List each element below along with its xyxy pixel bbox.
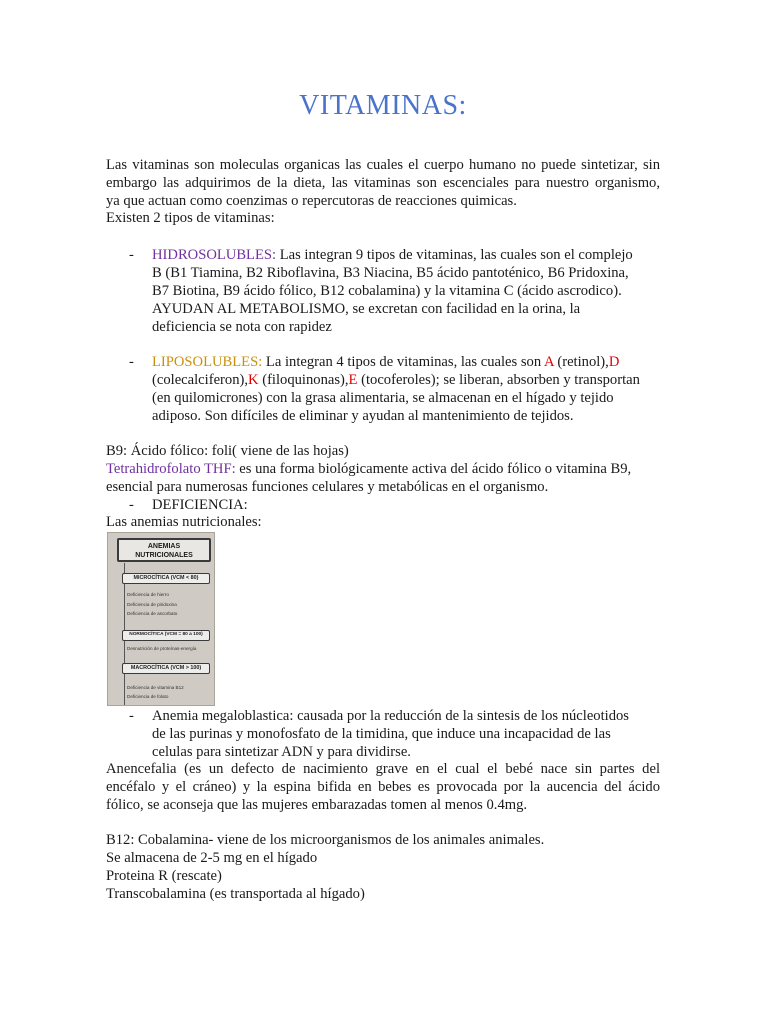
macro-item-1: Deficiencia de vitamina B12 [127,685,184,690]
hidrosolubles-line-1 [152,247,660,265]
intro-line-2: embargo las adquirimos de la dieta, las vitaminas son escenciales para nuestro organismo, [106,175,660,191]
intro-line-3: ya que actuan como coenzimas o repercutoras de reacciones quimicas. [106,193,517,209]
vitamin-k-letter: K [248,372,259,388]
hidrosolubles-line-5: deficiencia se nota con rapidez [152,319,332,335]
megaloblastica-line-3: celulas para sintetizar ADN y para dividirse. [152,744,411,760]
hidrosolubles-line-4: AYUDAN AL METABOLISMO, se excretan con facilidad en la orina, la [152,301,581,317]
b12-line-4: Transcobalamina (es transportada al hígado) [106,886,365,902]
megaloblastica-line-2: de las purinas y monofosfato de la timidina, que induce una incapacidad de las [152,726,611,742]
anencefalia-line-1: Anencefalia (es un defecto de nacimiento grave en el cual el bebé nace sin partes del [106,761,660,777]
liposolubles-line-3: (en quilomicrones) con la grasa alimentaria, se almacenan en el hígado y tejido [152,390,614,406]
thf-label: Tetrahidrofolato THF: [106,461,236,477]
vitamin-e-letter: E [348,372,358,388]
deficiencia-label: DEFICIENCIA: [152,497,248,513]
b12-line-1: B12: Cobalamina- viene de los microorganismos de los animales animales. [106,832,545,848]
thf-line-2: esencial para numerosas funciones celulares y metabólicas en el organismo. [106,479,549,495]
b12-line-2: Se almacena de 2-5 mg en el hígado [106,850,318,866]
liposolubles-text-2: (retinol), [553,354,609,370]
hidrosolubles-text: Las integran 9 tipos de vitaminas, las cuales son el complejo [276,247,633,263]
figure-header-line-2: NUTRICIONALES [135,552,193,559]
bullet-marker: - [129,497,134,513]
types-line: Existen 2 tipos de vitaminas: [106,210,275,226]
hidrosolubles-line-2: B (B1 Tiamina, B2 Riboflavina, B3 Niacina, B5 ácido pantoténico, B6 Pridoxina, [152,265,629,281]
liposolubles-text-1: La integran 4 tipos de vitaminas, las cuales son [262,354,544,370]
b12-line-3: Proteina R (rescate) [106,868,222,884]
page-title: VITAMINAS: [299,90,467,121]
micro-item-2: Deficiencia de piridoxina [127,602,177,607]
bullet-marker: - [129,708,134,724]
anemias-figure [107,532,215,706]
liposolubles-text-3: (colecalciferon), [152,372,249,388]
liposolubles-text-5: (tocoferoles); se liberan, absorben y transportan [357,372,640,388]
macro-item-2: Deficiencia de folato [127,694,169,699]
liposolubles-line-4: adiposo. Son difíciles de eliminar y ayudan al mantenimiento de tejidos. [152,408,574,424]
liposolubles-label: LIPOSOLUBLES: [152,354,263,370]
normo-item-1: Desnutrición de proteínas-energía [127,646,197,651]
b9-heading: B9: Ácido fólico: foli( viene de las hojas) [106,443,349,459]
bullet-marker: - [129,354,134,370]
micro-item-3: Deficiencia de ascorbato [127,611,178,616]
megaloblastica-line-1: Anemia megaloblastica: causada por la reducción de la sintesis de los núcleotidos [152,708,629,724]
normocitica-box: NORMOCÍTICA (VCM = 80 a 100) [122,630,210,641]
liposolubles-text-4: (filoquinonas), [258,372,349,388]
liposolubles-line-2 [152,372,660,390]
bullet-marker: - [129,247,134,263]
micro-item-1: Deficiencia de hierro [127,592,169,597]
figure-header-line-1: ANEMIAS [147,543,181,550]
vitamin-d-letter: D [608,354,620,370]
vitamin-a-letter: A [543,354,554,370]
hidrosolubles-label: HIDROSOLUBLES: [152,247,277,263]
anencefalia-line-3: fólico, se aconseja que las mujeres embarazadas tomen al menos 0.4mg. [106,797,528,813]
anencefalia-line-2: encéfalo y el cráneo) y la espina bifida en bebes es provocada por la aucencia del ácido [106,779,660,795]
thf-text: es una forma biológicamente activa del ácido fólico o vitamina B9, [235,461,632,477]
thf-line-1 [106,461,660,479]
liposolubles-line-1 [152,354,660,372]
macrocitica-box: MACROCÍTICA (VCM > 100) [122,663,210,674]
microcitica-box: MICROCÍTICA (VCM < 80) [122,573,210,584]
hidrosolubles-line-3: B7 Biotina, B9 ácido fólico, B12 cobalamina) y la vitamina C (ácido ascrodico). [152,283,622,299]
anemias-intro: Las anemias nutricionales: [106,514,262,530]
figure-header [117,538,211,562]
intro-line-1: Las vitaminas son moleculas organicas las cuales el cuerpo humano no puede sintetizar, sin [106,157,660,173]
